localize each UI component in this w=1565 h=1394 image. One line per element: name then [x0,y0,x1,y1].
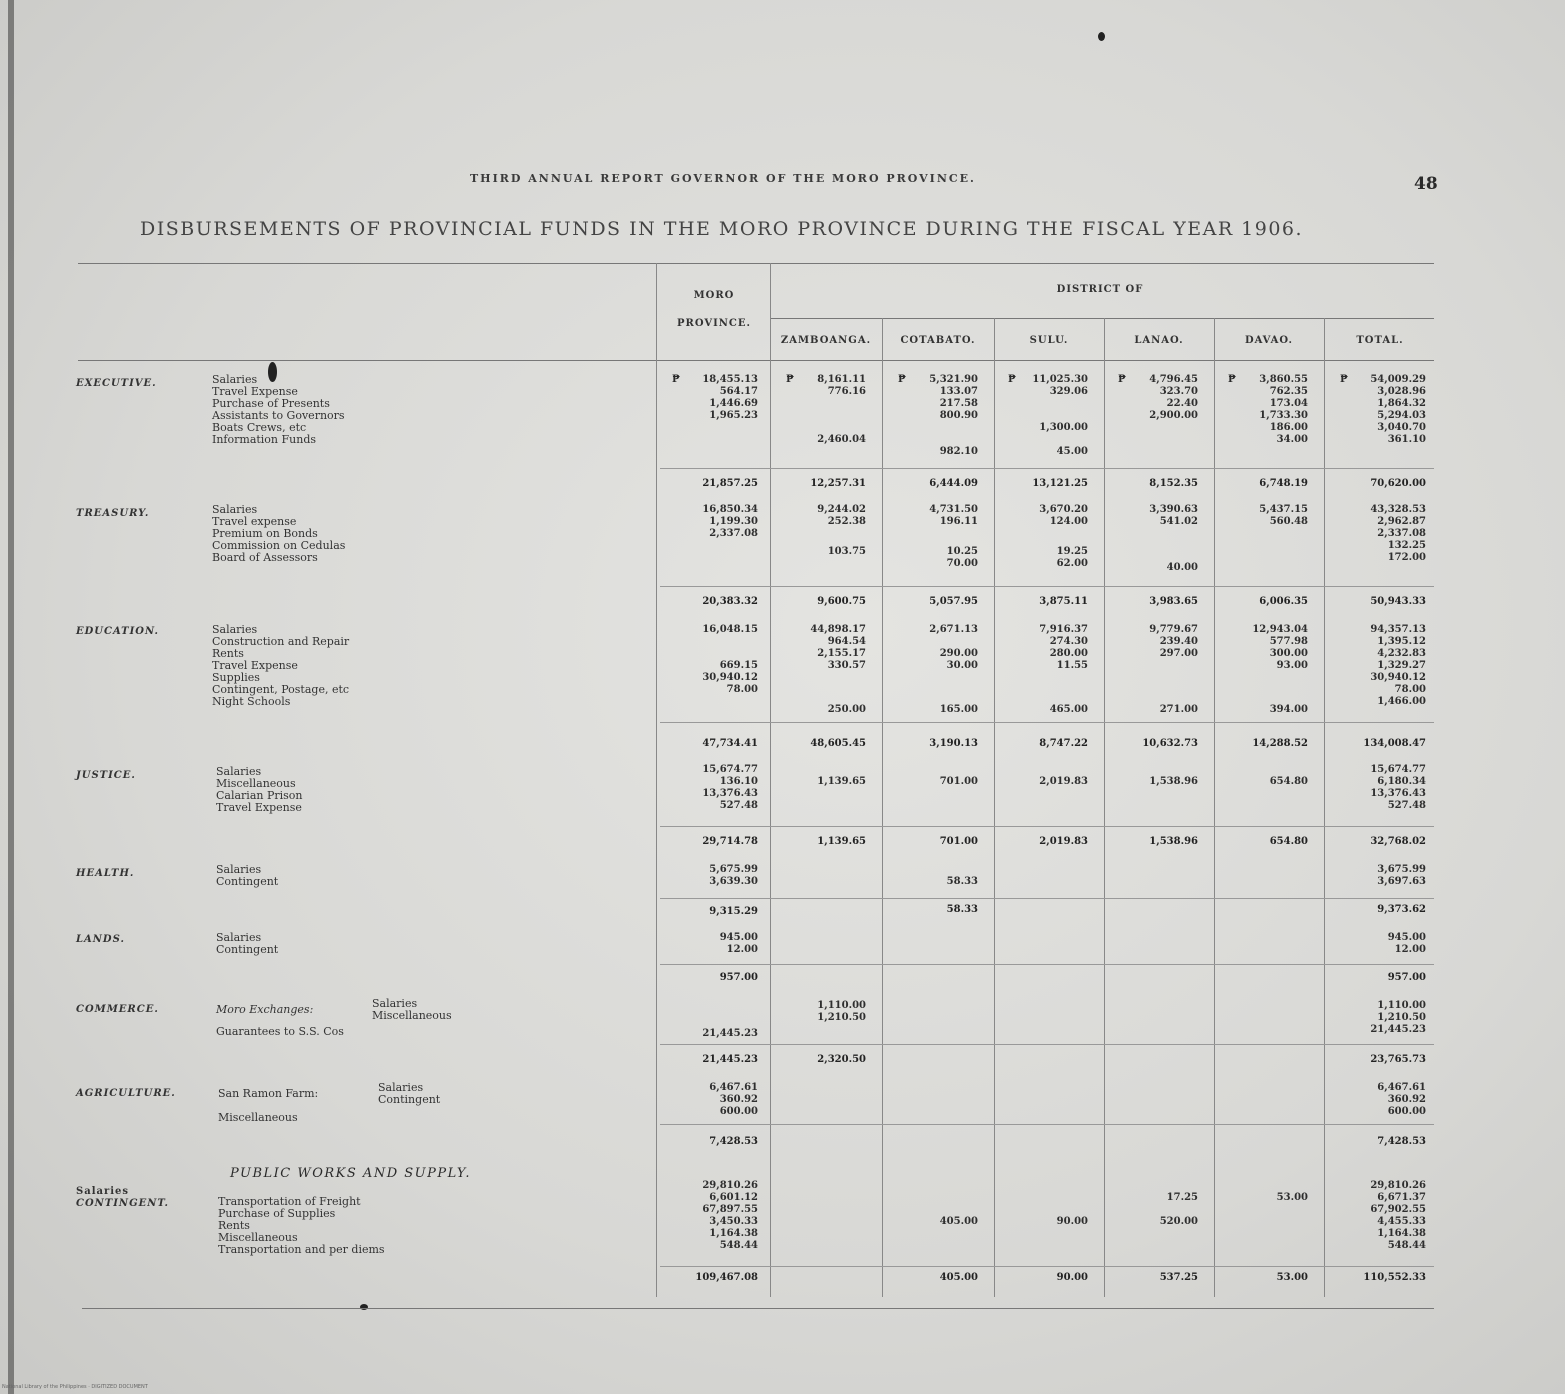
item-label: Salaries [212,623,258,636]
subtotal-moro-commerce: 21,445.23 [702,1054,758,1065]
subtotal-davao-public-works: 53.00 [1276,1272,1308,1283]
subtotal-cotabato-education: 3,190.13 [929,738,978,749]
item-label: Miscellaneous [372,1009,452,1022]
header-province: PROVINCE. [676,318,751,329]
cell-zamboanga-education: 250.00 [827,704,866,715]
peso-sign: ₱ [1008,374,1016,385]
item-label: Premium on Bonds [212,527,318,540]
item-label: Miscellaneous [218,1231,298,1244]
column-divider [770,263,771,1297]
peso-sign: ₱ [1118,374,1126,385]
column-divider [994,318,995,1297]
cell-zamboanga-treasury: 9,244.02 252.38 [817,504,866,527]
column-divider [1104,318,1105,1297]
subtotal-total-agriculture: 7,428.53 [1377,1136,1426,1147]
cell-sulu-treasury: 19.25 62.00 [1056,546,1088,569]
subtotal-total-commerce: 23,765.73 [1370,1054,1426,1065]
item-label: Salaries [216,931,262,944]
dept-agriculture: AGRICULTURE. [76,1088,176,1099]
dept-treasury: TREASURY. [76,508,150,519]
table-bottom-rule [82,1308,1434,1309]
subtotal-total-treasury: 50,943.33 [1370,596,1426,607]
subtotal-sulu-public-works: 90.00 [1056,1272,1088,1283]
dept-salaries: Salaries [76,1186,130,1197]
cell-moro-executive: 18,455.13 564.17 1,446.69 1,965.23 [702,374,758,421]
item-label: Guarantees to S.S. Cos [216,1025,344,1038]
item-label: Salaries [216,765,262,778]
peso-sign: ₱ [672,374,680,385]
cell-davao-education: 394.00 [1269,704,1308,715]
cell-cotabato-justice: 701.00 [939,776,978,787]
item-label: Salaries [212,503,258,516]
cell-total-public-works: 29,810.26 6,671.37 67,902.55 4,455.33 1,164.38 548.44 [1370,1180,1426,1251]
header-total: TOTAL. [1356,335,1404,346]
subtotal-zamboanga-commerce: 2,320.50 [817,1054,866,1065]
dept-lands: LANDS. [76,934,125,945]
subtotal-sulu-justice: 2,019.83 [1039,836,1088,847]
dept-education: EDUCATION. [76,626,159,637]
cell-zamboanga-commerce: 1,110.00 1,210.50 [817,1000,866,1023]
section-title-public-works: PUBLIC WORKS AND SUPPLY. [230,1166,471,1181]
subtotal-rule [660,468,1434,469]
subtotal-total-lands: 957.00 [1387,972,1426,983]
cell-zamboanga-executive: 8,161.11 776.16 [817,374,866,397]
peso-sign: ₱ [898,374,906,385]
item-label: Salaries [216,863,262,876]
cell-moro-health: 5,675.99 3,639.30 [709,864,758,887]
cell-zamboanga-executive: 2,460.04 [817,434,866,445]
subtotal-total-health: 9,373.62 [1377,904,1426,915]
dept-contingent: CONTINGENT. [76,1198,170,1209]
item-label: Salaries [372,997,418,1010]
subtotal-moro-public-works: 109,467.08 [695,1272,758,1283]
cell-cotabato-treasury: 10.25 70.00 [946,546,978,569]
item-label: Purchase of Supplies [218,1207,336,1220]
item-label: Travel expense [212,515,297,528]
subtotal-zamboanga-education: 48,605.45 [810,738,866,749]
cell-total-treasury: 43,328.53 2,962.87 2,337.08 132.25 172.00 [1370,504,1426,563]
dept-health: HEALTH. [76,868,135,879]
subtotal-moro-justice: 29,714.78 [702,836,758,847]
subtotal-sulu-treasury: 3,875.11 [1039,596,1088,607]
cell-cotabato-treasury: 4,731.50 196.11 [929,504,978,527]
item-label: Salaries [212,373,258,386]
item-label: Transportation of Freight [218,1195,361,1208]
district-rule [770,318,1434,319]
item-label: Salaries [378,1081,424,1094]
header-lanao: LANAO. [1134,335,1184,346]
item-label: Travel Expense [212,385,298,398]
subtotal-moro-treasury: 20,383.32 [702,596,758,607]
item-label: Supplies [212,671,260,684]
cell-cotabato-executive: 5,321.90 133.07 217.58 800.90 [929,374,978,421]
cell-cotabato-education: 165.00 [939,704,978,715]
item-label: San Ramon Farm: [218,1087,319,1100]
subtotal-moro-executive: 21,857.25 [702,478,758,489]
cell-sulu-executive: 1,300.00 [1039,422,1088,433]
cell-sulu-education: 465.00 [1049,704,1088,715]
subtotal-rule [660,586,1434,587]
subtotal-total-education: 134,008.47 [1363,738,1426,749]
subtotal-lanao-executive: 8,152.35 [1149,478,1198,489]
subtotal-rule [660,722,1434,723]
header-bottom-rule [78,360,1434,361]
item-label: Contingent [216,943,279,956]
peso-sign: ₱ [786,374,794,385]
subtotal-cotabato-executive: 6,444.09 [929,478,978,489]
column-divider [1324,318,1325,1297]
subtotal-zamboanga-treasury: 9,600.75 [817,596,866,607]
page-number: 48 [1414,174,1438,194]
subtotal-total-justice: 32,768.02 [1370,836,1426,847]
header-davao: DAVAO. [1244,335,1294,346]
cell-moro-public-works: 29,810.26 6,601.12 67,897.55 3,450.33 1,164.38 548.44 [702,1180,758,1251]
cell-zamboanga-education: 44,898.17 964.54 2,155.17 330.57 [810,624,866,671]
cell-lanao-education: 271.00 [1159,704,1198,715]
page-title: DISBURSEMENTS OF PROVINCIAL FUNDS IN THE MORO PROVINCE DURING THE FISCAL YEAR 1906. [140,218,1304,240]
cell-lanao-education: 9,779.67 239.40 297.00 [1149,624,1198,659]
cell-davao-education: 12,943.04 577.98 300.00 93.00 [1252,624,1308,671]
item-label: Contingent [216,875,279,888]
item-label: Boats Crews, etc [212,421,307,434]
cell-cotabato-public-works: 405.00 [939,1216,978,1227]
cell-total-commerce: 1,110.00 1,210.50 21,445.23 [1370,1000,1426,1035]
item-label: Moro Exchanges: [216,1003,314,1016]
subtotal-davao-justice: 654.80 [1269,836,1308,847]
subtotal-moro-education: 47,734.41 [702,738,758,749]
item-label: Travel Expense [212,659,298,672]
cell-total-agriculture: 6,467.61 360.92 600.00 [1377,1082,1426,1117]
subtotal-rule [660,964,1434,965]
subtotal-cotabato-treasury: 5,057.95 [929,596,978,607]
cell-sulu-treasury: 3,670.20 124.00 [1039,504,1088,527]
footer-credit: National Library of the Philippines · DIGITIZED DOCUMENT [2,1384,148,1390]
cell-lanao-treasury: 3,390.63 541.02 [1149,504,1198,527]
cell-lanao-public-works: 17.25 520.00 [1159,1192,1198,1227]
item-label: Rents [212,647,244,660]
cell-lanao-executive: 4,796.45 323.70 22.40 2,900.00 [1149,374,1198,421]
cell-sulu-executive: 45.00 [1056,446,1088,457]
cell-sulu-education: 7,916.37 274.30 280.00 11.55 [1039,624,1088,671]
cell-moro-commerce: 21,445.23 [702,1028,758,1039]
subtotal-rule [660,1266,1434,1267]
cell-cotabato-executive: 982.10 [939,446,978,457]
subtotal-total-public-works: 110,552.33 [1363,1272,1426,1283]
cell-davao-executive: 3,860.55 762.35 173.04 1,733.30 186.00 34.00 [1259,374,1308,445]
subtotal-moro-health: 9,315.29 [709,906,758,917]
cell-davao-public-works: 53.00 [1276,1192,1308,1203]
item-label: Transportation and per diems [218,1243,385,1256]
cell-moro-lands: 945.00 12.00 [719,932,758,955]
subtotal-sulu-education: 8,747.22 [1039,738,1088,749]
column-divider [1214,318,1215,1297]
item-label: Miscellaneous [218,1111,298,1124]
item-label: Travel Expense [216,801,302,814]
cell-lanao-justice: 1,538.96 [1149,776,1198,787]
cell-total-justice: 15,674.77 6,180.34 13,376.43 527.48 [1370,764,1426,811]
item-label: Commission on Cedulas [212,539,346,552]
subtotal-rule [660,898,1434,899]
cell-lanao-treasury: 40.00 [1166,562,1198,573]
subtotal-lanao-treasury: 3,983.65 [1149,596,1198,607]
cell-sulu-executive: 11,025.30 329.06 [1032,374,1088,397]
subtotal-cotabato-public-works: 405.00 [939,1272,978,1283]
dept-executive: EXECUTIVE. [76,378,157,389]
subtotal-moro-agriculture: 7,428.53 [709,1136,758,1147]
subtotal-davao-executive: 6,748.19 [1259,478,1308,489]
cell-moro-education: 16,048.15 669.15 30,940.12 78.00 [702,624,758,695]
cell-zamboanga-treasury: 103.75 [827,546,866,557]
cell-zamboanga-justice: 1,139.65 [817,776,866,787]
subtotal-moro-lands: 957.00 [719,972,758,983]
header-zamboanga: ZAMBOANGA. [780,335,872,346]
header-district-of: DISTRICT OF [1056,284,1144,295]
item-label: Rents [218,1219,250,1232]
subtotal-lanao-education: 10,632.73 [1142,738,1198,749]
subtotal-lanao-public-works: 537.25 [1159,1272,1198,1283]
subtotal-cotabato-health: 58.33 [946,904,978,915]
dept-commerce: COMMERCE. [76,1004,159,1015]
subtotal-zamboanga-executive: 12,257.31 [810,478,866,489]
item-label: Construction and Repair [212,635,350,648]
table-top-rule [78,263,1434,264]
ink-spot [268,362,277,382]
cell-total-lands: 945.00 12.00 [1387,932,1426,955]
subtotal-sulu-executive: 13,121.25 [1032,478,1088,489]
cell-moro-agriculture: 6,467.61 360.92 600.00 [709,1082,758,1117]
dept-justice: JUSTICE. [76,770,136,781]
subtotal-rule [660,1044,1434,1045]
cell-davao-treasury: 5,437.15 560.48 [1259,504,1308,527]
subtotal-davao-education: 14,288.52 [1252,738,1308,749]
cell-cotabato-health: 58.33 [946,876,978,887]
header-sulu: SULU. [1029,335,1069,346]
subtotal-davao-treasury: 6,006.35 [1259,596,1308,607]
item-label: Purchase of Presents [212,397,330,410]
cell-sulu-justice: 2,019.83 [1039,776,1088,787]
cell-sulu-public-works: 90.00 [1056,1216,1088,1227]
item-label: Board of Assessors [212,551,318,564]
subtotal-cotabato-justice: 701.00 [939,836,978,847]
subtotal-total-executive: 70,620.00 [1370,478,1426,489]
item-label: Assistants to Governors [212,409,345,422]
item-label: Night Schools [212,695,291,708]
ink-spot [1098,32,1105,41]
item-label: Contingent, Postage, etc [212,683,350,696]
column-divider [882,318,883,1297]
peso-sign: ₱ [1340,374,1348,385]
cell-davao-justice: 654.80 [1269,776,1308,787]
running-head: THIRD ANNUAL REPORT GOVERNOR OF THE MORO PROVINCE. [470,172,976,185]
item-label: Miscellaneous [216,777,296,790]
ink-spot [360,1304,368,1310]
cell-total-executive: 54,009.29 3,028.96 1,864.32 5,294.03 3,040.70 361.10 [1370,374,1426,445]
cell-moro-treasury: 16,850.34 1,199.30 2,337.08 [702,504,758,539]
subtotal-rule [660,826,1434,827]
header-cotabato: COTABATO. [900,335,976,346]
cell-total-education: 94,357.13 1,395.12 4,232.83 1,329.27 30,940.12 78.00 1,466.00 [1370,624,1426,707]
peso-sign: ₱ [1228,374,1236,385]
cell-moro-justice: 15,674.77 136.10 13,376.43 527.48 [702,764,758,811]
cell-total-health: 3,675.99 3,697.63 [1377,864,1426,887]
item-label: Calarian Prison [216,789,303,802]
subtotal-zamboanga-justice: 1,139.65 [817,836,866,847]
subtotal-lanao-justice: 1,538.96 [1149,836,1198,847]
book-spine [8,0,14,1394]
column-divider [656,263,657,1297]
cell-cotabato-education: 2,671.13 290.00 30.00 [929,624,978,671]
header-moro: MORO [693,290,735,301]
item-label: Information Funds [212,433,317,446]
item-label: Contingent [378,1093,441,1106]
subtotal-rule [660,1124,1434,1125]
